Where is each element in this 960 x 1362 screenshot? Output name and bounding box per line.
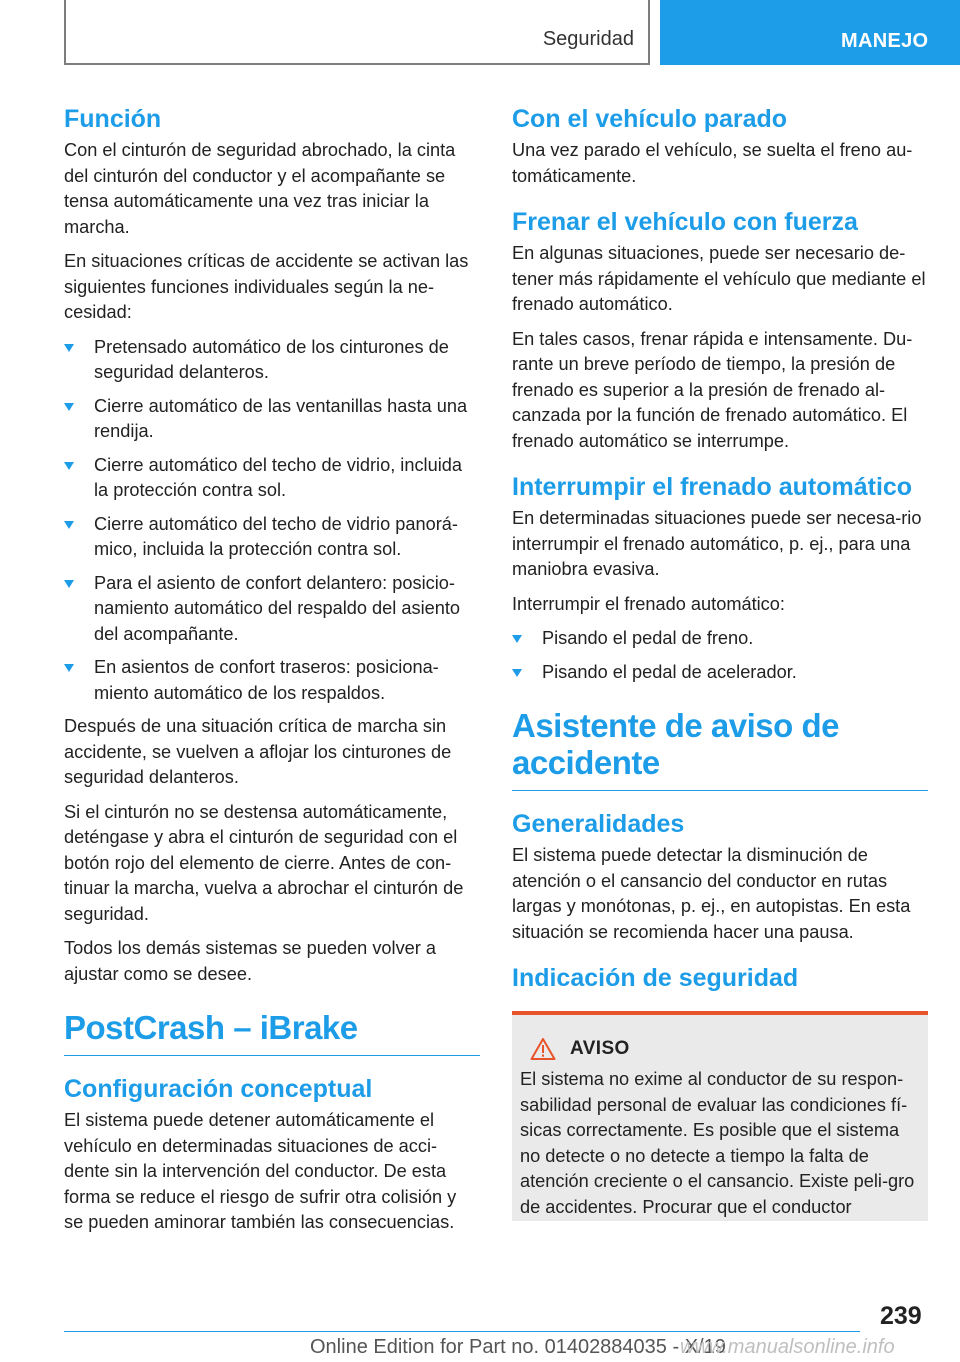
header-section-box — [64, 0, 650, 65]
bullet-list — [512, 626, 928, 685]
warning-triangle-icon — [530, 1037, 556, 1061]
triangle-bullet-icon — [512, 669, 522, 677]
paragraph: En situaciones críticas de accidente se activan las siguientes funciones individuales según la ne-cesidad: — [64, 251, 469, 322]
warning-title — [530, 1037, 920, 1061]
page-number: 239 — [880, 1302, 922, 1330]
list-item — [64, 571, 480, 648]
list-item — [64, 394, 480, 445]
list-item-text: Pretensado automático de los cinturones de seguridad delanteros. — [94, 336, 449, 382]
paragraph: Después de una situación crítica de marcha sin accidente, se vuelven a aflojar los cinturones de seguridad delanteros. — [64, 716, 452, 787]
list-item-text: Para el asiento de confort delantero: posicio-namiento automático del respaldo del asiento del acompañante. — [94, 572, 461, 644]
list-item — [512, 660, 928, 686]
list-item-text: Cierre automático del techo de vidrio panorá-mico, incluida la protección contra sol. — [94, 513, 458, 559]
paragraph: El sistema puede detener automáticamente el vehículo en determinadas situaciones de acci-dente sin la intervención del conductor. De esta forma se reduce el riesgo de sufrir otra colisión y se pueden aminorar también las consecuencias. — [64, 1110, 457, 1232]
heading-postcrash: PostCrash – iBrake — [64, 1009, 480, 1056]
triangle-bullet-icon — [64, 580, 74, 588]
heading-vehiculo-parado: Con el vehículo parado — [512, 105, 788, 133]
heading-frenar: Frenar el vehículo con fuerza — [512, 208, 858, 236]
triangle-bullet-icon — [64, 664, 74, 672]
heading-funcion: Función — [64, 105, 162, 133]
left-column — [64, 102, 480, 1245]
paragraph: Con el cinturón de seguridad abrochado, la cinta del cinturón del conductor y el acompañante se tensa automáticamente una vez tras iniciar la marcha. — [64, 140, 456, 237]
list-item-text: Cierre automático del techo de vidrio, incluida la protección contra sol. — [94, 454, 462, 500]
warning-box — [512, 1011, 928, 1221]
heading-asistente: Asistente de aviso de accidente — [512, 707, 928, 791]
heading-generalidades: Generalidades — [512, 810, 685, 838]
triangle-bullet-icon — [64, 403, 74, 411]
heading-configuracion: Configuración conceptual — [64, 1075, 373, 1103]
list-item — [64, 453, 480, 504]
footer-divider — [64, 1331, 860, 1332]
paragraph: En determinadas situaciones puede ser necesa-rio interrumpir el frenado automático, p. ej., para una maniobra evasiva. — [512, 508, 922, 579]
chapter-title: MANEJO — [841, 30, 929, 52]
list-item-text: Cierre automático de las ventanillas hasta una rendija. — [94, 395, 468, 441]
list-item — [64, 655, 480, 706]
list-item — [64, 335, 480, 386]
list-item — [512, 626, 928, 652]
bullet-list — [64, 335, 480, 707]
paragraph: El sistema puede detectar la disminución de atención o el cansancio del conductor en rutas largas y monótonas, p. ej., en autopistas. En esta situación se recomienda hacer una pausa. — [512, 845, 911, 942]
triangle-bullet-icon — [64, 344, 74, 352]
triangle-bullet-icon — [512, 635, 522, 643]
triangle-bullet-icon — [64, 462, 74, 470]
heading-indicacion: Indicación de seguridad — [512, 964, 799, 992]
paragraph: En tales casos, frenar rápida e intensamente. Du-rante un breve período de tiempo, la presión de frenado es superior a la presión de frenado al-canzada por la función de frenado automático. El frenado automático se interrumpe. — [512, 328, 913, 451]
paragraph: Una vez parado el vehículo, se suelta el freno au-tomáticamente. — [512, 140, 913, 186]
header-chapter-box — [660, 0, 960, 65]
paragraph: En algunas situaciones, puede ser necesario de-tener más rápidamente el vehículo que mediante el frenado automático. — [512, 243, 926, 314]
paragraph: Si el cinturón no se destensa automáticamente, deténgase y abra el cinturón de seguridad con el botón rojo del elemento de cierre. Antes de con-tinuar la marcha, vuelva a abrochar el cinturón de seguridad. — [64, 801, 464, 924]
heading-interrumpir: Interrumpir el frenado automático — [512, 473, 913, 501]
triangle-bullet-icon — [64, 521, 74, 529]
paragraph: Interrumpir el frenado automático: — [512, 593, 785, 614]
paragraph: Todos los demás sistemas se pueden volver a ajustar como se desee. — [64, 938, 437, 984]
footer-edition: Online Edition for Part no. 01402884035 - X/19 — [310, 1336, 726, 1358]
warning-label: AVISO — [570, 1038, 630, 1059]
list-item-text: En asientos de confort traseros: posiciona-miento automático de los respaldos. — [94, 657, 439, 703]
list-item-text: Pisando el pedal de freno. — [542, 628, 754, 648]
list-item-text: Pisando el pedal de acelerador. — [542, 661, 797, 682]
list-item — [64, 512, 480, 563]
warning-text: El sistema no exime al conductor de su respon-sabilidad personal de evaluar las condiciones fí-sicas correctamente. Es posible que el sistema no detecte o no detecte a tiempo la falta de atención creciente o el cansancio. Existe peli-gro de accidentes. Procurar que el conductor — [520, 1069, 915, 1217]
section-title: Seguridad — [542, 28, 634, 50]
right-column — [512, 102, 928, 1221]
footer-watermark: www.manualsonline.info — [680, 1336, 895, 1358]
